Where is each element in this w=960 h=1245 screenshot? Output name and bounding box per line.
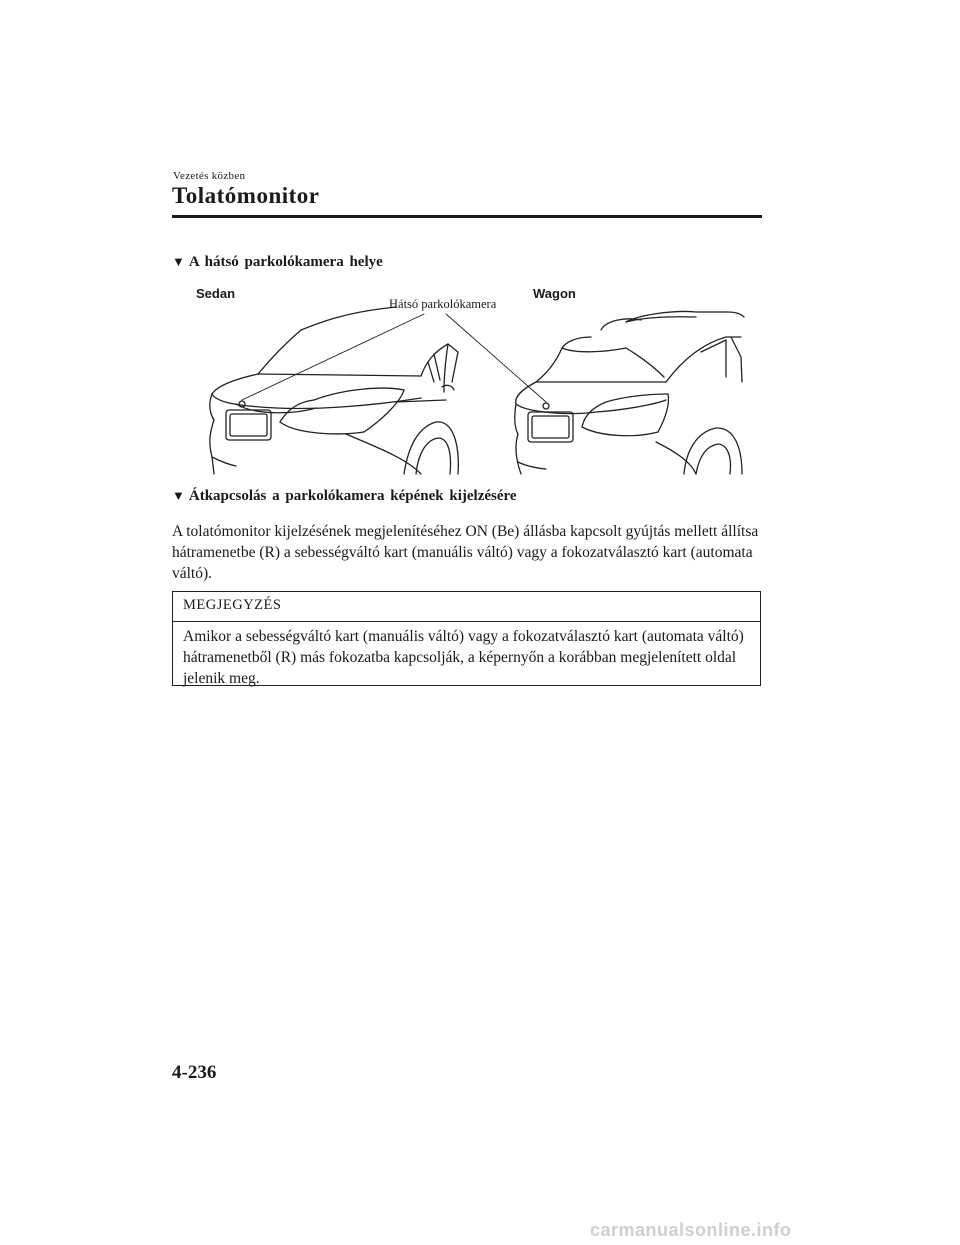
section-heading-camera-location — [172, 254, 383, 271]
wagon-rear-icon — [515, 311, 744, 474]
note-box — [172, 591, 761, 686]
triangle-marker-icon: ▼ — [172, 488, 185, 503]
triangle-marker-icon: ▼ — [172, 254, 185, 269]
sedan-label: Sedan — [196, 286, 236, 301]
page-number: 4-236 — [172, 1062, 217, 1083]
section-heading-text: A hátsó parkolókamera helye — [188, 254, 383, 270]
breadcrumb: Vezetés közben — [173, 170, 246, 182]
note-text: Amikor a sebességváltó kart (manuális váltó) vagy a fokozatválasztó kart (automata váltó) hátramenetből (R) más fokozatba kapcsolják, a képernyőn a korábban megjelenített oldal jelenik meg. — [183, 628, 744, 687]
camera-location-figure — [196, 282, 748, 478]
sedan-rear-icon — [210, 307, 458, 474]
note-header: MEGJEGYZÉS — [173, 592, 760, 622]
section-heading-text: Átkapcsolás a parkolókamera képének kijelzésére — [188, 488, 517, 504]
wagon-label: Wagon — [533, 286, 576, 301]
page-title: Tolatómonitor — [172, 183, 320, 208]
watermark-logo: carmanualsonline.info — [590, 1220, 792, 1240]
title-divider — [172, 215, 762, 218]
section-heading-switching-display — [172, 488, 517, 505]
body-paragraph: A tolatómonitor kijelzésének megjelenítéséhez ON (Be) állásba kapcsolt gyújtás mellett állítsa hátramenetbe (R) a sebességváltó kart (manuális váltó) vagy a fokozatválasztó kart (automata váltó). — [172, 523, 759, 582]
rear-camera-callout: Hátsó parkolókamera — [389, 297, 497, 311]
